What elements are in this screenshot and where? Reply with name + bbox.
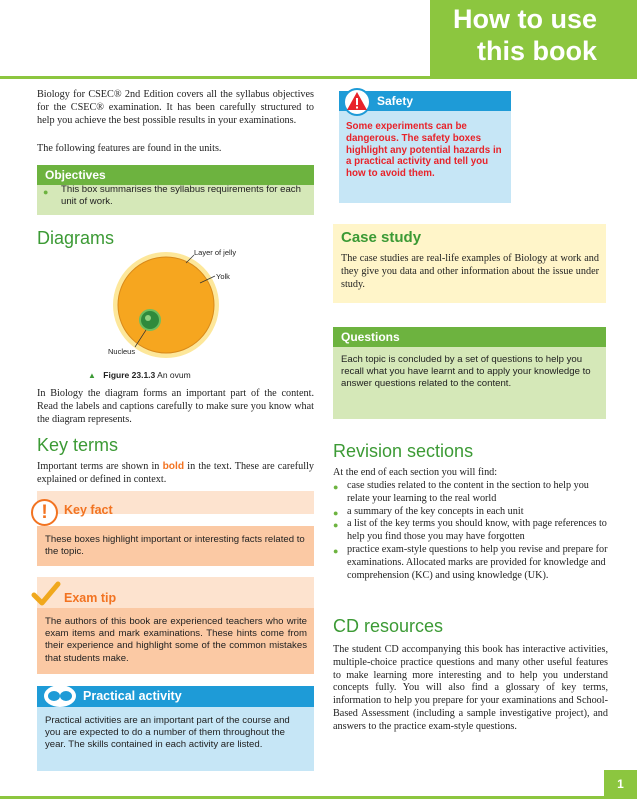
label-jelly: Layer of jelly: [194, 248, 237, 257]
case-study-box: [333, 224, 606, 303]
intro-paragraph: Biology for CSEC® 2nd Edition covers all the syllabus objectives for the CSEC® examination. It has been carefully structured to help you achieve the best possible results in your examinations.: [37, 89, 314, 126]
key-fact-title: Key fact: [64, 503, 113, 517]
figure-caption: [88, 370, 191, 380]
diagrams-text: In Biology the diagram forms an important part of the content. Read the labels and captions carefully to make sure you know what the diagram represents.: [37, 388, 314, 425]
label-yolk: Yolk: [216, 272, 230, 281]
questions-box: [333, 327, 606, 419]
practical-header: [37, 686, 314, 707]
title-box: [430, 0, 637, 79]
questions-title: Questions: [333, 327, 606, 347]
key-fact-box: [37, 526, 314, 566]
safety-title: Safety: [377, 94, 414, 108]
nucleus-detail: [145, 315, 151, 321]
yolk: [118, 257, 214, 353]
questions-text: Each topic is concluded by a set of questions to help you recall what you have learnt and to apply your knowledge to answer questions related to the content.: [341, 354, 591, 390]
warning-icon: [342, 88, 372, 116]
intro-features: The following features are found in the units.: [37, 143, 222, 154]
objectives-bullet: ●: [43, 187, 49, 197]
objectives-title: Objectives: [37, 165, 314, 185]
key-terms-heading: Key terms: [37, 435, 119, 455]
caption-number: Figure 23.1.3: [103, 370, 156, 380]
revision-intro: At the end of each section you will find:: [333, 467, 498, 478]
list-item: case studies related to the content in the section to help you relate your learning to the real world: [347, 480, 589, 504]
exclamation-icon: !: [31, 499, 58, 526]
revision-heading: Revision sections: [333, 441, 474, 461]
ovum-svg: [37, 243, 317, 383]
key-fact-text: These boxes highlight important or interesting facts related to the topic.: [45, 534, 305, 558]
goggles-icon: [43, 684, 77, 709]
ovum-diagram: [37, 243, 317, 383]
key-terms-text: Important terms are shown in bold in the text. These are carefully explained or defined in context.: [37, 461, 315, 485]
label-nucleus: Nucleus: [108, 347, 136, 356]
practical-text: Practical activities are an important part of the course and you are expected to do a number of them throughout the year. The skills contained in each activity are listed.: [45, 715, 290, 751]
case-study-text: The case studies are real-life examples of Biology at work and they give you data and other information about the issue under study.: [341, 253, 599, 290]
cd-text: The student CD accompanying this book has interactive activities, multiple-choice practice questions and many other useful features to make learning more interesting and to help you understand concepts fully. You will also find a glossary of key terms, information to help you prepare for your examinations and School-Based Assessment (including a sample investigative project), and answers to the practice exam-style questions.: [333, 644, 608, 732]
cd-heading: CD resources: [333, 616, 444, 636]
objectives-box: [37, 165, 314, 215]
diagrams-heading: Diagrams: [37, 228, 115, 248]
bold-term: bold: [162, 461, 185, 472]
title-line-2: this book: [477, 36, 597, 66]
exam-tip-text: The authors of this book are experienced teachers who write exam items and mark examinations. These hints come from their experience and highlight some of the common mistakes that students make.: [45, 616, 307, 664]
practical-title: Practical activity: [83, 689, 182, 703]
list-item: a list of the key terms you should know, with page references to help you find those you may have forgotten: [347, 518, 607, 542]
title-line-1: How to use: [452, 4, 597, 34]
checkmark-icon: [31, 581, 61, 607]
case-study-title: Case study: [341, 229, 422, 246]
exam-tip-title: Exam tip: [64, 591, 117, 605]
list-item: practice exam-style questions to help you revise and prepare for examinations. Allocated marks are provided for knowledge and comprehension (KC) and using knowledge (UK).: [347, 544, 608, 581]
objectives-text: This box summarises the syllabus requirements for each unit of work.: [61, 184, 301, 208]
caption-marker-icon: ▲: [88, 371, 96, 380]
practical-box: [37, 707, 314, 771]
exam-tip-box: [37, 608, 314, 674]
page-number: 1: [604, 770, 637, 799]
caption-text: An ovum: [157, 370, 191, 380]
list-item: a summary of the key concepts in each unit: [347, 506, 524, 517]
safety-text: Some experiments can be dangerous. The safety boxes highlight any potential hazards in a practical activity and tell you how to avoid them.: [346, 121, 502, 180]
